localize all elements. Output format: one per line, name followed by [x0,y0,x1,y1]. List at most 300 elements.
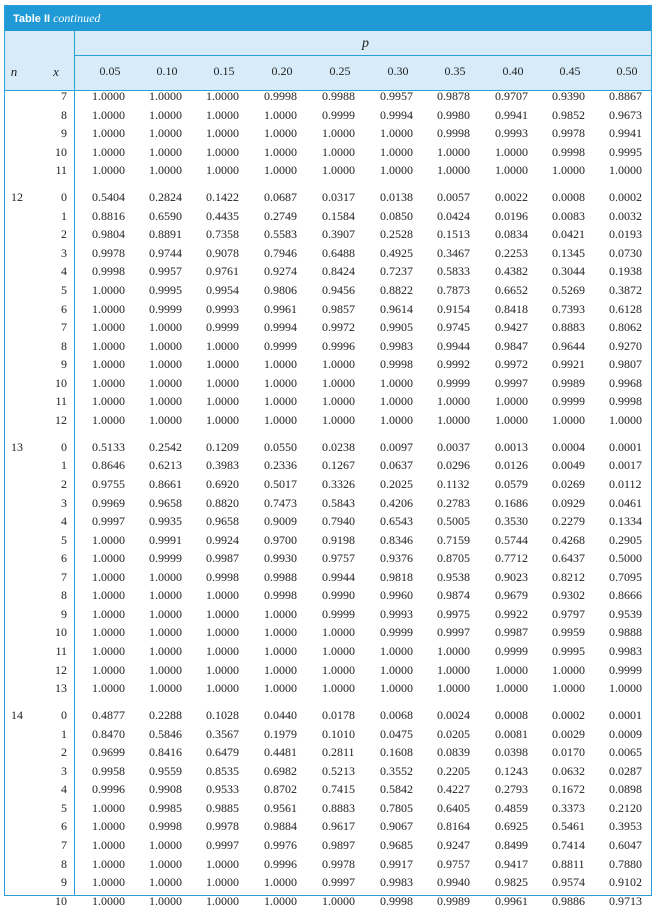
p-header-4: 0.25 [329,64,351,78]
x-value: 0 [61,190,67,205]
probability-cell: 0.8816 [92,208,125,223]
probability-cell: 0.1513 [437,227,470,242]
x-value: 2 [61,745,67,760]
probability-cell: 1.0000 [264,662,297,677]
probability-cell: 0.9999 [149,551,182,566]
probability-cell: 1.0000 [206,856,239,871]
probability-cell: 0.9921 [552,357,585,372]
probability-cell: 0.0081 [495,726,528,741]
probability-cell: 0.0637 [380,458,413,473]
probability-cell: 1.0000 [206,163,239,178]
probability-cell: 0.9985 [149,800,182,815]
probability-cell: 0.9988 [322,89,355,103]
probability-cell: 0.9247 [437,837,470,852]
x-value: 8 [61,338,67,353]
x-value: 1 [61,726,67,741]
probability-cell: 0.9658 [149,495,182,510]
probability-cell: 0.9996 [92,782,125,797]
x-value: 8 [61,107,67,122]
probability-cell: 0.8346 [380,532,413,547]
probability-cell: 0.8891 [149,227,182,242]
probability-cell: 0.9427 [495,320,528,335]
probability-cell: 0.9994 [380,107,413,122]
probability-cell: 0.9983 [380,338,413,353]
x-value: 11 [55,643,67,658]
probability-cell: 1.0000 [264,357,297,372]
probability-cell: 0.5133 [92,439,125,454]
probability-cell: 0.9997 [206,837,239,852]
probability-cell: 0.0440 [264,708,297,723]
probability-cell: 1.0000 [149,606,182,621]
probability-cell: 1.0000 [264,893,297,908]
probability-cell: 1.0000 [149,107,182,122]
probability-cell: 0.4206 [380,495,413,510]
probability-cell: 0.9456 [322,283,355,297]
p-header-2: 0.15 [213,64,235,78]
probability-cell: 0.9998 [264,89,297,103]
probability-cell: 0.9998 [437,126,470,141]
probability-cell: 1.0000 [264,875,297,890]
probability-cell: 0.2811 [322,745,355,760]
probability-cell: 0.9884 [264,819,297,834]
probability-cell: 1.0000 [149,338,182,353]
probability-cell: 0.1608 [380,745,413,760]
probability-cell: 0.7473 [264,495,297,510]
probability-cell: 0.6925 [495,819,528,834]
x-value: 9 [61,606,67,621]
probability-cell: 1.0000 [92,283,125,297]
probability-cell: 0.9102 [609,875,642,890]
probability-cell: 1.0000 [206,375,239,390]
probability-cell: 0.0178 [322,708,355,723]
probability-cell: 0.8416 [149,745,182,760]
x-value: 2 [61,227,67,242]
probability-cell: 0.0001 [609,708,642,723]
probability-cell: 0.9993 [206,301,239,316]
probability-cell: 0.0839 [437,745,470,760]
p-header-1: 0.10 [156,64,178,78]
probability-cell: 0.7940 [322,514,355,529]
probability-cell: 0.8702 [264,782,297,797]
probability-cell: 0.9997 [495,375,528,390]
probability-cell: 0.0032 [609,208,642,223]
probability-cell: 0.2279 [552,514,585,529]
x-value: 7 [61,320,67,335]
probability-cell: 1.0000 [264,144,297,159]
probability-cell: 0.7805 [380,800,413,815]
probability-cell: 0.9198 [322,532,355,547]
probability-cell: 0.3326 [322,477,355,491]
probability-cell: 0.9997 [437,625,470,640]
probability-cell: 0.9999 [495,643,528,658]
probability-cell: 1.0000 [264,625,297,640]
probability-cell: 0.9533 [206,782,239,797]
probability-cell: 1.0000 [552,412,585,427]
probability-cell: 1.0000 [322,394,355,409]
probability-cell: 0.8418 [495,301,528,316]
probability-cell: 0.9922 [495,606,528,621]
probability-cell: 0.1938 [609,264,642,279]
probability-cell: 0.3907 [322,227,355,242]
x-value: 12 [55,662,67,677]
x-value: 5 [61,532,67,547]
probability-cell: 0.6405 [437,800,470,815]
probability-cell: 0.0317 [322,190,355,205]
probability-cell: 0.2542 [149,439,182,454]
probability-cell: 0.8820 [206,495,239,510]
probability-cell: 1.0000 [380,681,413,696]
probability-cell: 0.1584 [322,208,355,223]
probability-cell: 0.5269 [552,283,585,297]
probability-cell: 1.0000 [206,875,239,890]
probability-cell: 0.9995 [149,283,182,297]
probability-cell: 0.8535 [206,763,239,778]
x-value: 3 [61,495,67,510]
probability-cell: 0.9274 [264,264,297,279]
probability-cell: 1.0000 [495,163,528,178]
probability-cell: 1.0000 [609,681,642,696]
probability-cell: 0.9998 [92,264,125,279]
probability-cell: 0.0126 [495,458,528,473]
probability-cell: 1.0000 [149,837,182,852]
table-frame [4,5,652,908]
probability-cell: 0.4859 [495,800,528,815]
probability-cell: 0.0037 [437,439,470,454]
x-column-header: x [53,64,59,79]
probability-cell: 0.9806 [264,283,297,297]
probability-cell: 0.9980 [437,107,470,122]
probability-cell: 1.0000 [92,301,125,316]
probability-cell: 1.0000 [92,89,125,103]
header-band-top [5,31,651,57]
probability-cell: 1.0000 [264,126,297,141]
probability-cell: 0.8811 [552,856,585,871]
probability-cell: 0.3953 [609,819,642,834]
probability-cell: 1.0000 [322,126,355,141]
probability-cell: 0.0287 [609,763,642,778]
probability-cell: 1.0000 [437,681,470,696]
probability-cell: 1.0000 [149,126,182,141]
probability-cell: 1.0000 [92,144,125,159]
probability-cell: 0.8705 [437,551,470,566]
probability-cell: 0.2288 [149,708,182,723]
probability-cell: 1.0000 [92,357,125,372]
probability-cell: 0.4227 [437,782,470,797]
probability-cell: 1.0000 [322,643,355,658]
probability-cell: 0.9969 [92,495,125,510]
probability-cell: 0.9975 [437,606,470,621]
probability-cell: 0.8646 [92,458,125,473]
probability-cell: 0.9999 [322,107,355,122]
probability-cell: 1.0000 [609,163,642,178]
probability-cell: 0.5404 [92,190,125,205]
x-value: 10 [55,893,67,908]
probability-cell: 0.0002 [609,190,642,205]
x-value: 4 [61,514,67,529]
probability-cell: 0.9825 [495,875,528,890]
probability-cell: 0.9745 [437,320,470,335]
probability-cell: 1.0000 [495,144,528,159]
probability-cell: 1.0000 [92,412,125,427]
probability-cell: 0.9987 [206,551,239,566]
probability-cell: 0.9067 [380,819,413,834]
probability-cell: 0.9988 [264,569,297,584]
probability-cell: 1.0000 [206,394,239,409]
probability-cell: 0.9888 [609,625,642,640]
probability-cell: 1.0000 [322,375,355,390]
probability-cell: 0.0205 [437,726,470,741]
probability-cell: 0.6047 [609,837,642,852]
probability-cell: 0.0461 [609,495,642,510]
x-value: 13 [55,681,67,696]
probability-cell: 0.3373 [552,800,585,815]
probability-cell: 0.9996 [322,338,355,353]
probability-cell: 0.7880 [609,856,642,871]
probability-cell: 0.9983 [380,875,413,890]
probability-cell: 0.9998 [149,819,182,834]
probability-cell: 0.0579 [495,477,528,491]
probability-cell: 0.9559 [149,763,182,778]
probability-cell: 1.0000 [92,681,125,696]
probability-cell: 0.9998 [206,569,239,584]
probability-cell: 0.9999 [206,320,239,335]
probability-cell: 1.0000 [149,412,182,427]
probability-cell: 0.2120 [609,800,642,815]
probability-cell: 0.9807 [609,357,642,372]
probability-cell: 1.0000 [322,893,355,908]
probability-cell: 0.9993 [380,606,413,621]
probability-cell: 0.9998 [552,144,585,159]
probability-cell: 0.9958 [92,763,125,778]
probability-cell: 0.8666 [609,588,642,603]
probability-cell: 0.0008 [552,190,585,205]
x-value: 7 [61,89,67,103]
probability-cell: 0.9944 [322,569,355,584]
probability-cell: 0.8499 [495,837,528,852]
probability-cell: 0.1132 [437,477,470,491]
probability-cell: 1.0000 [206,625,239,640]
probability-cell: 0.9999 [380,625,413,640]
probability-cell: 0.9987 [495,625,528,640]
probability-cell: 1.0000 [149,681,182,696]
probability-cell: 0.1422 [206,190,239,205]
probability-cell: 1.0000 [380,412,413,427]
probability-cell: 1.0000 [149,144,182,159]
probability-cell: 1.0000 [92,532,125,547]
probability-cell: 1.0000 [437,412,470,427]
probability-cell: 1.0000 [206,89,239,103]
probability-cell: 0.0001 [609,439,642,454]
probability-cell: 0.0632 [552,763,585,778]
probability-cell: 0.9924 [206,532,239,547]
probability-cell: 0.5843 [322,495,355,510]
probability-cell: 1.0000 [92,662,125,677]
probability-cell: 1.0000 [206,338,239,353]
probability-cell: 0.0193 [609,227,642,242]
probability-cell: 0.2336 [264,458,297,473]
x-value: 3 [61,763,67,778]
x-value: 9 [61,875,67,890]
probability-cell: 1.0000 [322,412,355,427]
probability-cell: 1.0000 [149,375,182,390]
probability-cell: 1.0000 [92,375,125,390]
probability-cell: 1.0000 [92,819,125,834]
probability-cell: 0.9997 [322,875,355,890]
probability-cell: 0.7159 [437,532,470,547]
probability-cell: 0.9995 [552,643,585,658]
probability-cell: 0.0017 [609,458,642,473]
probability-cell: 1.0000 [264,375,297,390]
probability-cell: 0.0112 [609,477,642,491]
probability-cell: 0.9957 [149,264,182,279]
probability-cell: 1.0000 [92,837,125,852]
probability-cell: 0.8867 [609,89,642,103]
probability-cell: 0.5213 [322,763,355,778]
probability-cell: 1.0000 [149,662,182,677]
probability-cell: 1.0000 [380,163,413,178]
probability-cell: 0.9996 [264,856,297,871]
probability-cell: 1.0000 [495,394,528,409]
p-header-0: 0.05 [99,64,121,78]
probability-cell: 0.3530 [495,514,528,529]
x-value: 6 [61,819,67,834]
probability-cell: 0.0004 [552,439,585,454]
probability-cell: 0.1979 [264,726,297,741]
probability-cell: 0.7873 [437,283,470,297]
probability-cell: 1.0000 [437,662,470,677]
probability-cell: 0.9978 [92,245,125,260]
probability-cell: 0.9997 [92,514,125,529]
probability-cell: 1.0000 [380,394,413,409]
probability-cell: 0.9617 [322,819,355,834]
probability-cell: 0.8424 [322,264,355,279]
probability-cell: 1.0000 [495,681,528,696]
probability-cell: 0.9968 [609,375,642,390]
probability-cell: 0.9885 [206,800,239,815]
probability-cell: 0.0138 [380,190,413,205]
probability-cell: 1.0000 [380,126,413,141]
probability-cell: 0.6652 [495,283,528,297]
n-value: 14 [11,708,23,723]
probability-cell: 0.9940 [437,875,470,890]
table-title-continued: continued [53,11,101,25]
x-value: 10 [55,144,67,159]
probability-cell: 1.0000 [92,606,125,621]
probability-cell: 0.9539 [609,606,642,621]
probability-cell: 1.0000 [437,394,470,409]
probability-cell: 0.6590 [149,208,182,223]
probability-cell: 0.9935 [149,514,182,529]
x-value: 1 [61,208,67,223]
probability-cell: 0.1028 [206,708,239,723]
probability-cell: 0.4268 [552,532,585,547]
probability-cell: 0.9944 [437,338,470,353]
probability-cell: 0.9941 [609,126,642,141]
probability-cell: 0.9998 [380,893,413,908]
x-value: 0 [61,439,67,454]
probability-cell: 0.2025 [380,477,413,491]
probability-cell: 1.0000 [206,893,239,908]
probability-cell: 0.9989 [437,893,470,908]
probability-cell: 0.7358 [206,227,239,242]
probability-cell: 1.0000 [92,107,125,122]
probability-cell: 0.8164 [437,819,470,834]
probability-cell: 0.9908 [149,782,182,797]
probability-cell: 0.7393 [552,301,585,316]
probability-cell: 0.0008 [495,708,528,723]
probability-cell: 1.0000 [380,375,413,390]
probability-cell: 0.9390 [552,89,585,103]
x-value: 7 [61,837,67,852]
x-value: 11 [55,394,67,409]
probability-cell: 0.0398 [495,745,528,760]
probability-cell: 1.0000 [495,662,528,677]
probability-cell: 1.0000 [149,569,182,584]
probability-cell: 0.0170 [552,745,585,760]
probability-cell: 0.0269 [552,477,585,491]
probability-cell: 0.9995 [609,144,642,159]
probability-cell: 0.7415 [322,782,355,797]
probability-cell: 0.1334 [609,514,642,529]
probability-cell: 1.0000 [149,357,182,372]
probability-cell: 0.9658 [206,514,239,529]
probability-cell: 0.3872 [609,283,642,297]
probability-cell: 0.8062 [609,320,642,335]
probability-cell: 1.0000 [322,357,355,372]
probability-cell: 0.8661 [149,477,182,491]
probability-cell: 1.0000 [206,681,239,696]
probability-cell: 0.9673 [609,107,642,122]
probability-cell: 0.7712 [495,551,528,566]
x-value: 8 [61,856,67,871]
probability-cell: 0.8883 [552,320,585,335]
probability-cell: 1.0000 [206,662,239,677]
probability-cell: 0.9930 [264,551,297,566]
x-value: 10 [55,625,67,640]
probability-cell: 0.9707 [495,89,528,103]
probability-cell: 1.0000 [552,163,585,178]
probability-cell: 0.4435 [206,208,239,223]
probability-cell: 0.3552 [380,763,413,778]
probability-cell: 0.2528 [380,227,413,242]
probability-cell: 1.0000 [206,606,239,621]
probability-cell: 1.0000 [92,625,125,640]
probability-cell: 0.7237 [380,264,413,279]
probability-cell: 1.0000 [92,569,125,584]
probability-cell: 0.9417 [495,856,528,871]
probability-cell: 0.3467 [437,245,470,260]
probability-cell: 0.8883 [322,800,355,815]
probability-cell: 0.9960 [380,588,413,603]
p-label: p [362,36,369,51]
probability-cell: 0.9957 [380,89,413,103]
probability-cell: 0.9023 [495,569,528,584]
p-header-8: 0.45 [559,64,581,78]
probability-cell: 0.9757 [437,856,470,871]
probability-cell: 0.9700 [264,532,297,547]
probability-cell: 0.1267 [322,458,355,473]
probability-cell: 0.7946 [264,245,297,260]
probability-cell: 0.9886 [552,893,585,908]
probability-cell: 0.9685 [380,837,413,852]
probability-cell: 0.0687 [264,190,297,205]
probability-cell: 0.0550 [264,439,297,454]
probability-cell: 1.0000 [206,107,239,122]
p-header-6: 0.35 [444,64,466,78]
probability-cell: 1.0000 [264,163,297,178]
probability-cell: 1.0000 [92,875,125,890]
probability-cell: 1.0000 [380,643,413,658]
